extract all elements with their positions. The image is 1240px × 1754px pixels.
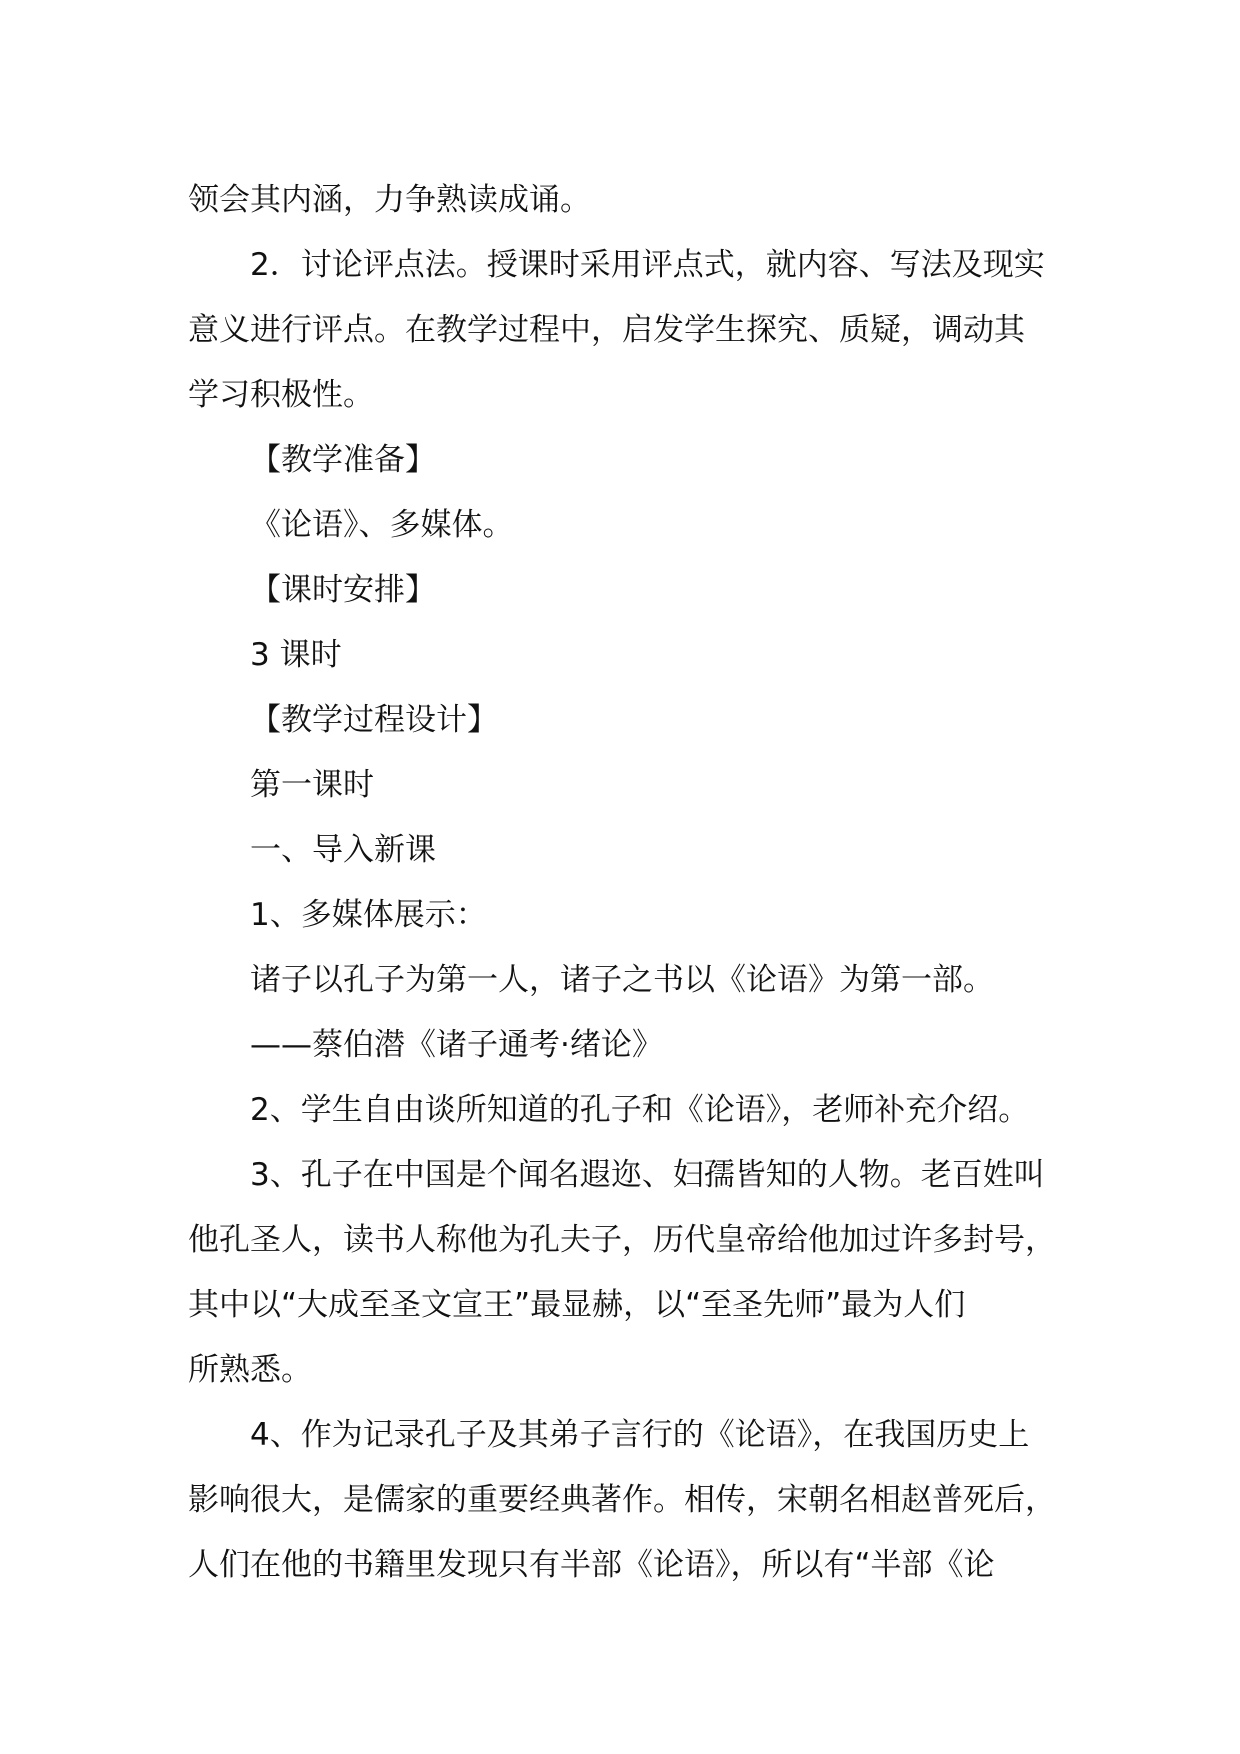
text-line: 意义进行评点。在教学过程中，启发学生探究、质疑，调动其 — [188, 312, 1025, 348]
text-line: 他孔圣人，读书人称他为孔夫子，历代皇帝给他加过许多封号， — [188, 1222, 1056, 1258]
section-heading: 【课时安排】 — [250, 572, 436, 608]
text-line: 所熟悉。 — [188, 1352, 312, 1388]
text-line: 1、多媒体展示： — [250, 897, 487, 933]
text-line: 其中以“大成至圣文宣王”最显赫，以“至圣先师”最为人们 — [188, 1287, 966, 1323]
text-line: 2．讨论评点法。授课时采用评点式，就内容、写法及现实 — [250, 247, 1045, 283]
text-line: 学习积极性。 — [188, 377, 374, 413]
document-body — [188, 168, 1088, 1598]
quote-attribution: ——蔡伯潜《诸子通考·绪论》 — [250, 1027, 663, 1063]
text-line: 影响很大，是儒家的重要经典著作。相传，宋朝名相赵普死后， — [188, 1482, 1056, 1518]
text-line: 3、孔子在中国是个闻名遐迩、妇孺皆知的人物。老百姓叫 — [250, 1157, 1045, 1193]
quote-line: 诸子以孔子为第一人，诸子之书以《论语》为第一部。 — [250, 962, 994, 998]
text-line: 人们在他的书籍里发现只有半部《论语》，所以有“半部《论 — [188, 1547, 995, 1583]
section-heading: 【教学过程设计】 — [250, 702, 498, 738]
text-line: 4、作为记录孔子及其弟子言行的《论语》，在我国历史上 — [250, 1417, 1030, 1453]
subsection-heading: 第一课时 — [250, 767, 374, 803]
text-line: 3 课时 — [250, 637, 342, 673]
text-line: 领会其内涵，力争熟读成诵。 — [188, 182, 591, 218]
subsection-heading: 一、导入新课 — [250, 832, 436, 868]
text-line: 2、学生自由谈所知道的孔子和《论语》，老师补充介绍。 — [250, 1092, 1030, 1128]
text-line: 《论语》、多媒体。 — [250, 507, 514, 543]
section-heading: 【教学准备】 — [250, 442, 436, 478]
